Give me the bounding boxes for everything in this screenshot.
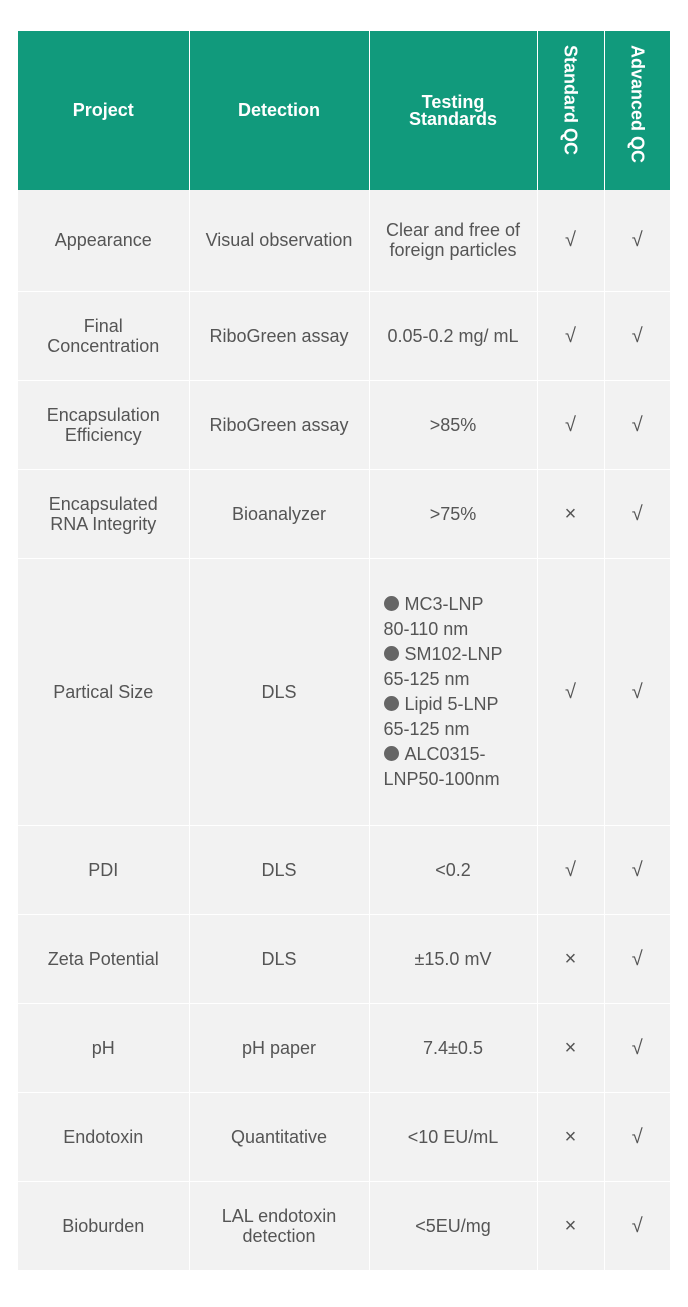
check-mark: √ — [631, 680, 643, 703]
cell-standard: Clear and free of foreign particles — [369, 190, 537, 291]
cell-detection: DLS — [189, 825, 369, 914]
cell-detection: RiboGreen assay — [189, 291, 369, 380]
check-mark: √ — [631, 947, 643, 970]
size-item-range: LNP50-100nm — [383, 768, 500, 789]
bullet-dot-icon — [384, 596, 399, 611]
size-item-range: 65-125 nm — [383, 668, 470, 689]
cell-project: Appearance — [18, 190, 189, 291]
table-row — [18, 1181, 670, 1270]
check-mark: √ — [631, 858, 643, 881]
size-item-name: SM102-LNP — [404, 643, 503, 664]
cell-advanced-qc — [604, 1003, 670, 1092]
cell-advanced-qc — [604, 469, 670, 558]
cell-advanced-qc — [604, 190, 670, 291]
cell-standard-size-list — [369, 558, 537, 825]
check-mark: √ — [631, 1125, 643, 1148]
table-row — [18, 825, 670, 914]
cell-advanced-qc — [604, 1092, 670, 1181]
table-row — [18, 469, 670, 558]
check-mark: √ — [565, 324, 576, 347]
table-row — [18, 291, 670, 380]
size-item — [384, 742, 527, 767]
cell-advanced-qc — [604, 825, 670, 914]
cell-standard-qc — [537, 291, 604, 380]
cell-advanced-qc — [604, 380, 670, 469]
cell-detection: RiboGreen assay — [189, 380, 369, 469]
cell-project: Zeta Potential — [18, 914, 189, 1003]
table-row — [18, 558, 670, 825]
header-advanced-qc — [604, 31, 670, 190]
cell-detection: Quantitative — [189, 1092, 369, 1181]
cell-project: Encapsulation Efficiency — [18, 380, 189, 469]
header-standard-qc-label: Standard QC — [560, 45, 581, 156]
table-row — [18, 380, 670, 469]
check-mark: √ — [631, 502, 643, 525]
size-item-range: 80-110 nm — [383, 618, 469, 639]
cell-standard: ±15.0 mV — [369, 914, 537, 1003]
check-mark: √ — [565, 413, 576, 436]
header-project: Project — [18, 31, 189, 190]
cell-standard-qc — [537, 1092, 604, 1181]
table-body — [18, 190, 670, 1270]
check-mark: √ — [631, 324, 643, 347]
table-row — [18, 1003, 670, 1092]
cell-advanced-qc — [604, 291, 670, 380]
cell-project: PDI — [18, 825, 189, 914]
size-item — [384, 592, 527, 617]
cross-mark: × — [564, 1125, 577, 1148]
cell-advanced-qc — [604, 1181, 670, 1270]
check-mark: √ — [631, 1036, 643, 1059]
cell-detection: DLS — [189, 914, 369, 1003]
check-mark: √ — [631, 413, 643, 436]
cell-project: Partical Size — [18, 558, 189, 825]
check-mark: √ — [565, 229, 576, 252]
bullet-dot-icon — [384, 746, 399, 761]
cell-standard-qc — [537, 1181, 604, 1270]
cell-standard-qc — [537, 469, 604, 558]
cell-standard-qc — [537, 380, 604, 469]
cell-standard: 0.05-0.2 mg/ mL — [369, 291, 537, 380]
cell-standard: >75% — [369, 469, 537, 558]
cell-standard: >85% — [369, 380, 537, 469]
header-standard-qc — [537, 31, 604, 190]
size-item-range: 65-125 nm — [383, 718, 470, 739]
cell-advanced-qc — [604, 558, 670, 825]
size-item — [384, 692, 527, 717]
table-row — [18, 914, 670, 1003]
cell-standard-qc — [537, 190, 604, 291]
cell-project: Endotoxin — [18, 1092, 189, 1181]
check-mark: √ — [565, 680, 576, 703]
cross-mark: × — [564, 1214, 577, 1237]
header-testing-standards: Testing Standards — [369, 31, 537, 190]
size-item-name: Lipid 5-LNP — [404, 693, 499, 714]
cell-detection: Visual observation — [189, 190, 369, 291]
check-mark: √ — [565, 858, 576, 881]
cell-standard-qc — [537, 914, 604, 1003]
cell-advanced-qc — [604, 914, 670, 1003]
table-row — [18, 190, 670, 291]
cell-standard: 7.4±0.5 — [369, 1003, 537, 1092]
cross-mark: × — [564, 1036, 577, 1059]
check-mark: √ — [631, 1214, 643, 1237]
cell-project: Bioburden — [18, 1181, 189, 1270]
cross-mark: × — [564, 502, 577, 525]
cell-standard: <10 EU/mL — [369, 1092, 537, 1181]
cell-standard-qc — [537, 825, 604, 914]
table-header — [18, 31, 670, 190]
cell-standard-qc — [537, 558, 604, 825]
cross-mark: × — [564, 947, 577, 970]
cell-standard-qc — [537, 1003, 604, 1092]
bullet-dot-icon — [384, 646, 399, 661]
size-item-name: ALC0315- — [404, 743, 486, 764]
qc-table — [18, 31, 670, 1271]
cell-project: Encapsulated RNA Integrity — [18, 469, 189, 558]
size-item — [384, 642, 527, 667]
cell-detection: DLS — [189, 558, 369, 825]
cell-standard: <0.2 — [369, 825, 537, 914]
bullet-dot-icon — [384, 696, 399, 711]
header-detection: Detection — [189, 31, 369, 190]
cell-detection: LAL endotoxin detection — [189, 1181, 369, 1270]
header-advanced-qc-label: Advanced QC — [627, 45, 648, 164]
cell-project: Final Concentration — [18, 291, 189, 380]
cell-detection: Bioanalyzer — [189, 469, 369, 558]
size-item-name: MC3-LNP — [404, 593, 484, 614]
cell-detection: pH paper — [189, 1003, 369, 1092]
cell-project: pH — [18, 1003, 189, 1092]
cell-standard: <5EU/mg — [369, 1181, 537, 1270]
check-mark: √ — [631, 229, 643, 252]
table-row — [18, 1092, 670, 1181]
